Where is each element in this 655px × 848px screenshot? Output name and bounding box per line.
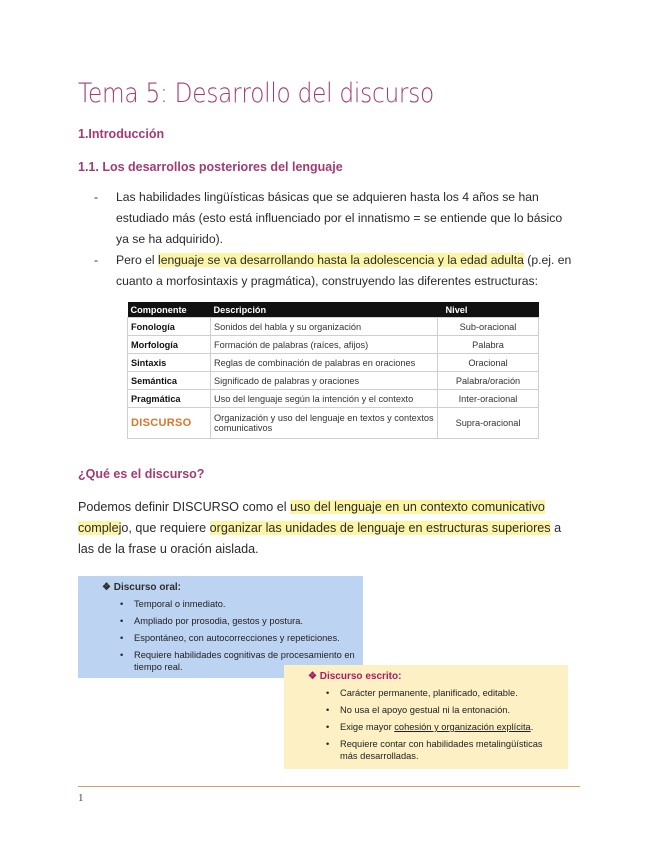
bullet-text: Las habilidades lingüísticas básicas que se adquieren hasta los 4 años se han estudiado más (esto está influenciado por el innatismo = se entiende que lo básico ya se ha adquirido). bbox=[116, 190, 563, 246]
header-componente: Componente bbox=[128, 302, 211, 318]
page-number: 1 bbox=[78, 792, 84, 804]
cell-descripcion: Reglas de combinación de palabras en oraciones bbox=[211, 354, 438, 372]
written-discourse-box bbox=[284, 665, 568, 769]
dash-marker: - bbox=[94, 253, 99, 267]
cell-descripcion: Organización y uso del lenguaje en textos y contextos comunicativos bbox=[211, 408, 438, 439]
list-item: • Espontáneo, con autocorrecciones y repeticiones. bbox=[120, 632, 358, 644]
bullet-text-pre: Pero el bbox=[116, 253, 159, 267]
list-item bbox=[326, 721, 561, 733]
oral-box-title: ❖ Discurso oral: bbox=[102, 582, 181, 593]
list-item-text: . bbox=[530, 722, 534, 732]
table-header-row bbox=[128, 302, 539, 318]
cell-componente: Morfología bbox=[128, 336, 211, 354]
table-row bbox=[128, 336, 539, 354]
cell-componente: Fonología bbox=[128, 318, 211, 336]
subsection-heading: 1.1. Los desarrollos posteriores del lenguaje bbox=[78, 160, 343, 174]
cell-componente-discurso: DISCURSO bbox=[128, 408, 211, 439]
bullet-list bbox=[94, 187, 574, 292]
para-text: a las de la frase u oración aislada. bbox=[78, 521, 562, 556]
cell-componente: Semántica bbox=[128, 372, 211, 390]
highlighted-text: lenguaje se va desarrollando hasta la adolescencia y la edad adulta bbox=[158, 253, 524, 267]
cell-nivel: Palabra bbox=[438, 336, 539, 354]
table-row bbox=[128, 390, 539, 408]
bullet-item bbox=[94, 250, 574, 292]
list-item-text: Exige mayor bbox=[340, 722, 395, 732]
highlighted-text: uso del lenguaje en un contexto comunicativo complej bbox=[78, 500, 545, 535]
list-item: • No usa el apoyo gestual ni la entonación. bbox=[326, 704, 561, 716]
oral-discourse-box bbox=[78, 576, 363, 678]
footer-divider bbox=[78, 786, 580, 787]
page-title: Tema 5: Desarrollo del discurso bbox=[78, 78, 434, 109]
list-item: • Requiere contar con habilidades metalingüísticas más desarrolladas. bbox=[326, 738, 561, 762]
para-text: o, que requiere bbox=[121, 521, 210, 535]
cell-nivel: Sub-oracional bbox=[438, 318, 539, 336]
section-heading-que-es-discurso: ¿Qué es el discurso? bbox=[78, 467, 205, 481]
cell-descripcion: Uso del lenguaje según la intención y el contexto bbox=[211, 390, 438, 408]
table-row bbox=[128, 318, 539, 336]
language-levels-table bbox=[127, 302, 539, 439]
list-item: • Ampliado por prosodia, gestos y postura. bbox=[120, 615, 358, 627]
cell-descripcion: Formación de palabras (raíces, afijos) bbox=[211, 336, 438, 354]
cell-componente: Sintaxis bbox=[128, 354, 211, 372]
cell-descripcion: Sonidos del habla y su organización bbox=[211, 318, 438, 336]
cell-nivel: Supra-oracional bbox=[438, 408, 539, 439]
para-text: Podemos definir DISCURSO como el bbox=[78, 500, 291, 514]
list-item: • Carácter permanente, planificado, editable. bbox=[326, 687, 561, 699]
cell-nivel: Oracional bbox=[438, 354, 539, 372]
cell-nivel: Inter-oracional bbox=[438, 390, 539, 408]
list-item: • Requiere habilidades cognitivas de procesamiento en tiempo real. bbox=[120, 649, 358, 673]
highlighted-text: organizar las unidades de lenguaje en estructuras superiores bbox=[209, 521, 551, 535]
section-heading-introduccion: 1.Introducción bbox=[78, 127, 165, 141]
cell-componente: Pragmática bbox=[128, 390, 211, 408]
header-descripcion: Descripción bbox=[211, 302, 438, 318]
written-list bbox=[326, 687, 561, 767]
table-row-discurso bbox=[128, 408, 539, 439]
underlined-text: cohesión y organización explícita bbox=[394, 722, 531, 732]
bullet-text-post: (p.ej. en cuanto a morfosintaxis y pragmática), construyendo las diferentes estructuras: bbox=[116, 253, 572, 288]
list-item: • Temporal o inmediato. bbox=[120, 598, 358, 610]
cell-descripcion: Significado de palabras y oraciones bbox=[211, 372, 438, 390]
dash-marker: - bbox=[94, 190, 99, 204]
header-nivel: Nivel bbox=[438, 302, 539, 318]
table-row bbox=[128, 372, 539, 390]
bullet-item bbox=[94, 187, 574, 250]
written-box-title: ❖ Discurso escrito: bbox=[308, 671, 402, 682]
definition-paragraph bbox=[78, 497, 578, 560]
cell-nivel: Palabra/oración bbox=[438, 372, 539, 390]
table-row bbox=[128, 354, 539, 372]
